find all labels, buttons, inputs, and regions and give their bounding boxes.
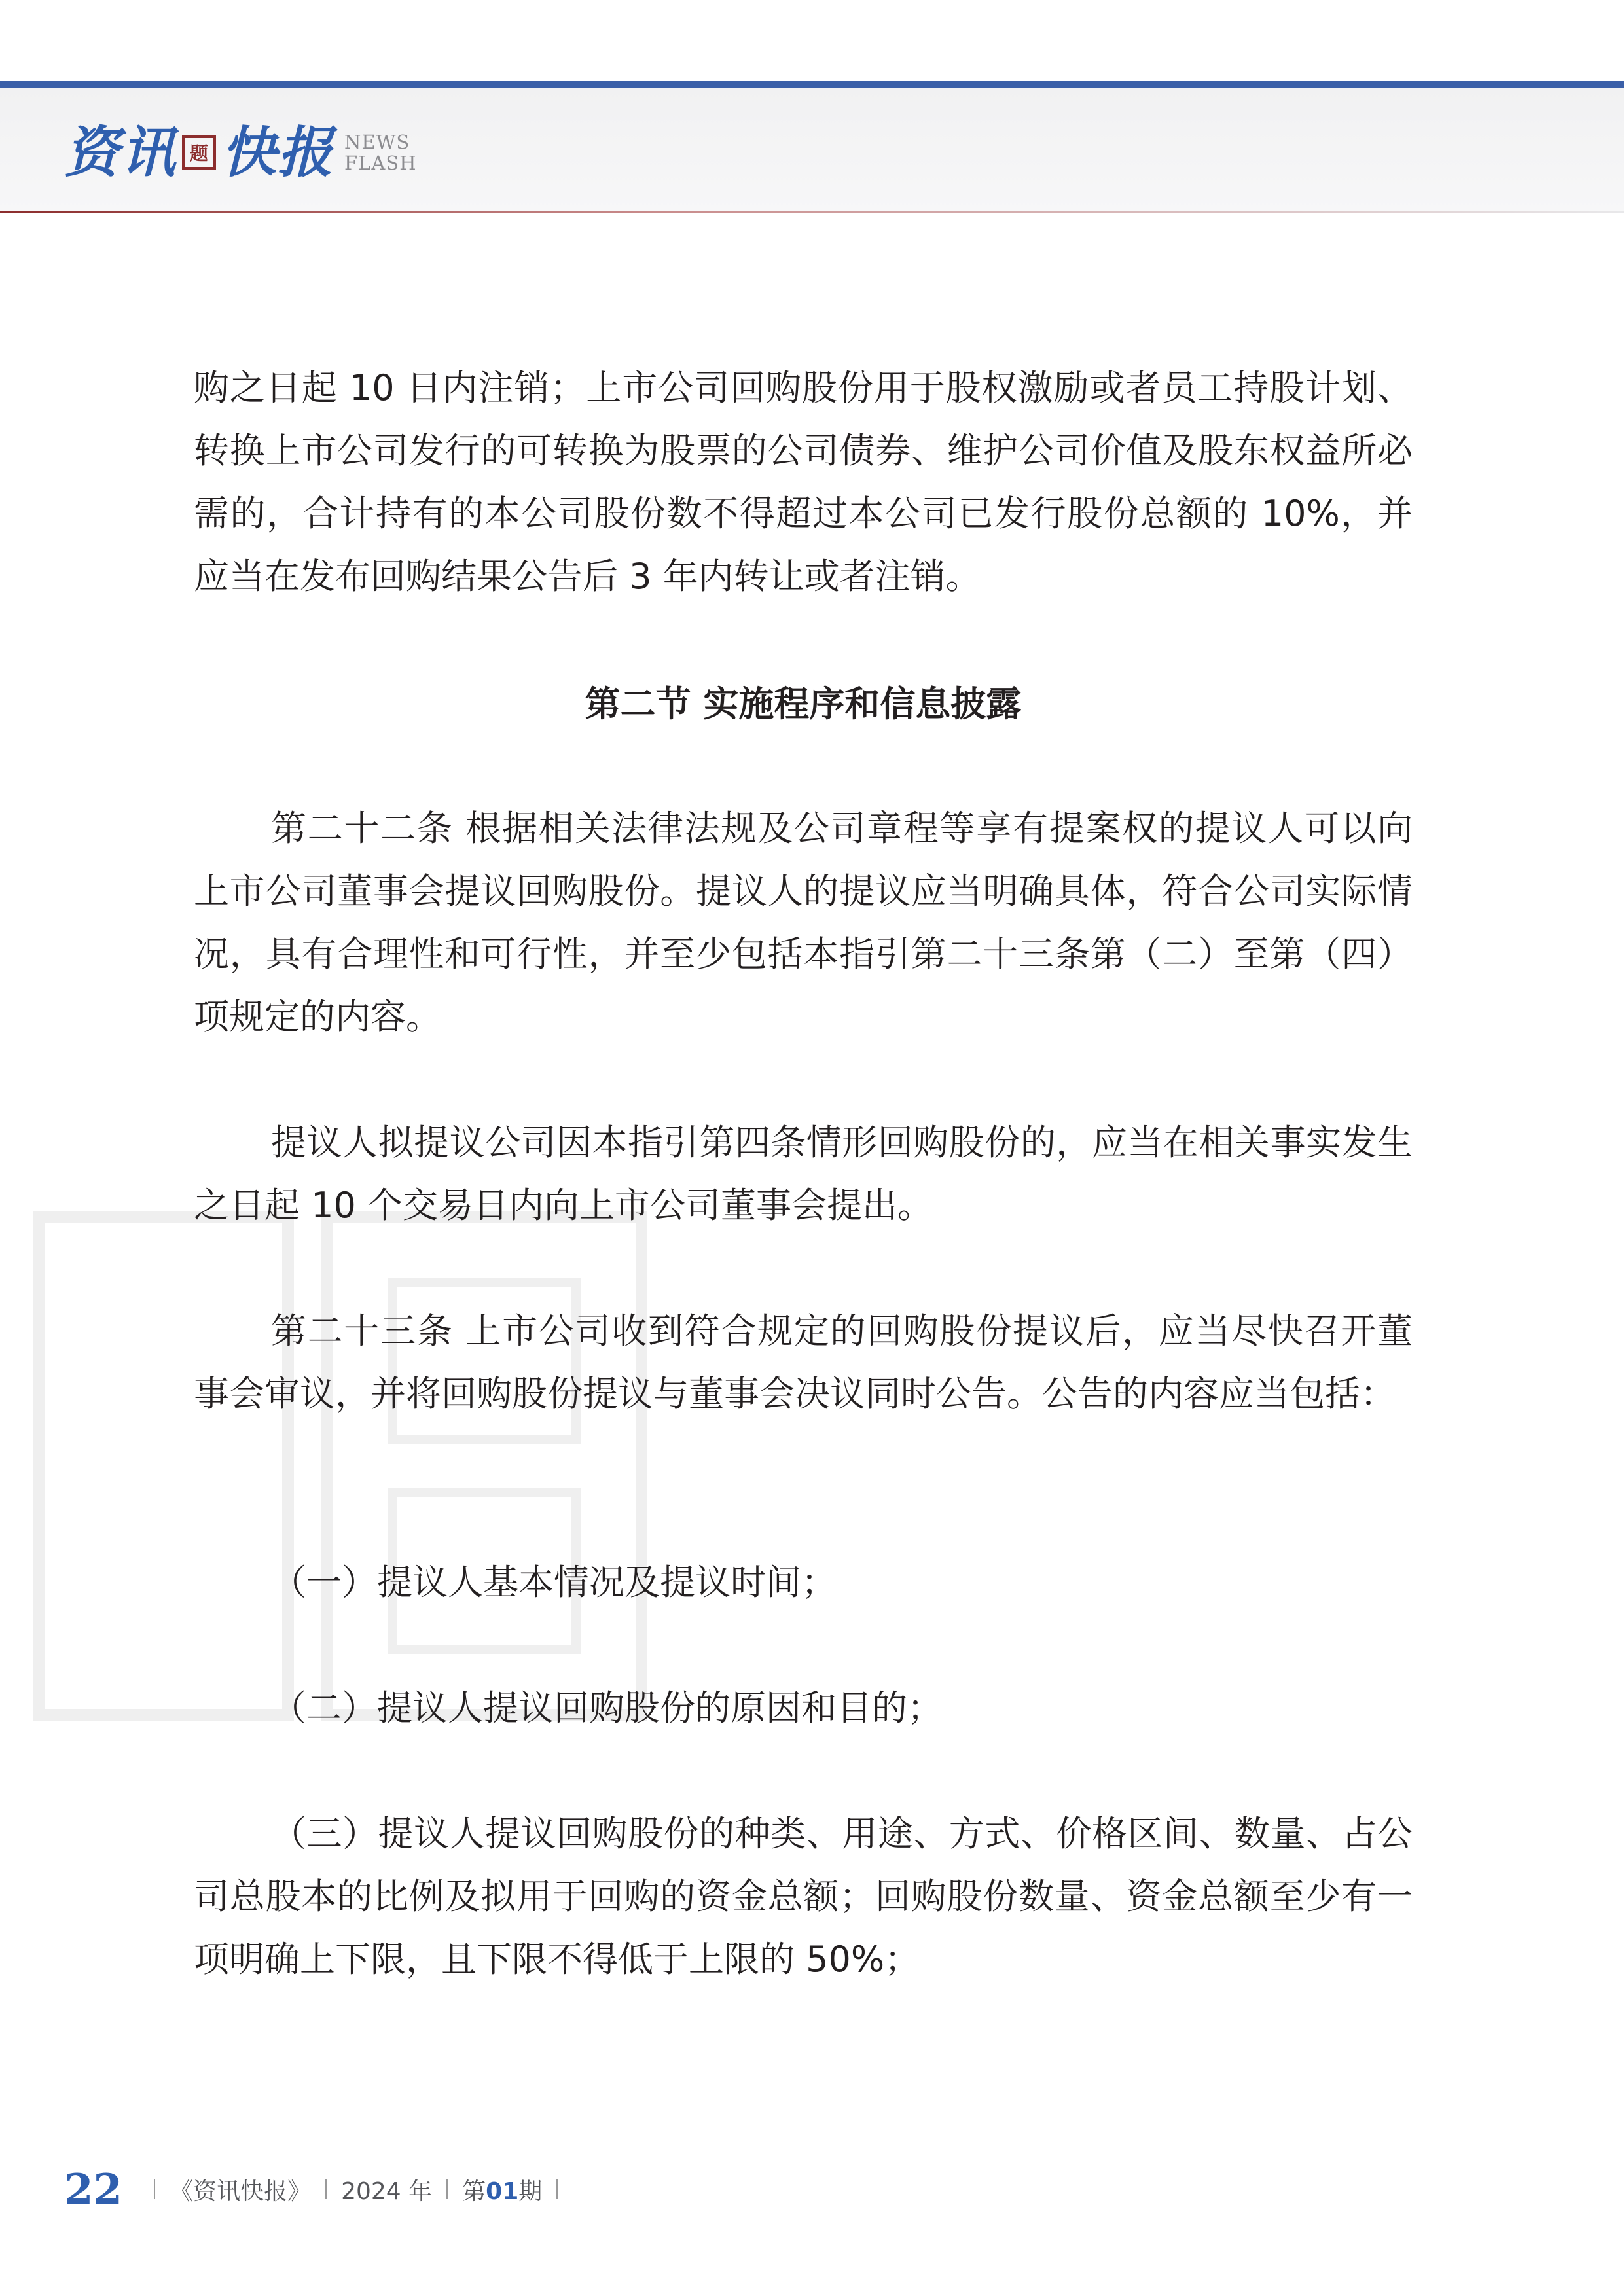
masthead-title-part2: 快报 bbox=[221, 120, 334, 185]
masthead-title-part1: 资讯 bbox=[64, 120, 177, 185]
body-paragraph-4: 第二十三条 上市公司收到符合规定的回购股份提议后，应当尽快召开董事会审议，并将回购股份提议与董事会决议同时公告。公告的内容应当包括： bbox=[194, 1310, 1413, 1414]
body-paragraph-2: 第二十二条 根据相关法律法规及公司章程等享有提案权的提议人可以向上市公司董事会提议回购股份。提议人的提议应当明确具体，符合公司实际情况，具有合理性和可行性，并至少包括本指引第二十三条第（二）至第（四）项规定的内容。 bbox=[194, 808, 1413, 1037]
footer-issue bbox=[462, 2173, 542, 2206]
footer-separator bbox=[154, 2179, 155, 2199]
list-item-1 bbox=[194, 1551, 1413, 1614]
footer-year: 2024 年 bbox=[341, 2178, 433, 2205]
body-paragraph-7: （三）提议人提议回购股份的种类、用途、方式、价格区间、数量、占公司总股本的比例及拟用于回购的资金总额；回购股份数量、资金总额至少有一项明确上下限，且下限不得低于上限的 50%； bbox=[194, 1813, 1413, 1980]
page-number: 22 bbox=[64, 2164, 123, 2214]
section-title: 第二节 实施程序和信息披露 bbox=[585, 683, 1022, 725]
masthead-english-line1: NEWS bbox=[344, 131, 410, 153]
footer-issue-suffix: 期 bbox=[518, 2178, 543, 2205]
paragraph-continuation bbox=[194, 357, 1413, 608]
body-paragraph-6: （二）提议人提议回购股份的原因和目的； bbox=[271, 1687, 943, 1729]
body-paragraph-3: 提议人拟提议公司因本指引第四条情形回购股份的，应当在相关事实发生之日起 10 个交易日内向上市公司董事会提出。 bbox=[194, 1122, 1413, 1226]
footer-issue-prefix: 第 bbox=[462, 2178, 486, 2205]
masthead-seal-icon: 题 bbox=[182, 135, 216, 170]
masthead bbox=[64, 117, 417, 188]
masthead-english-line2: FLASH bbox=[344, 152, 417, 174]
header-top-rule bbox=[0, 81, 1624, 88]
footer-separator bbox=[556, 2179, 558, 2199]
list-item-2 bbox=[194, 1677, 1413, 1740]
body-paragraph-1: 购之日起 10 日内注销；上市公司回购股份用于股权激励或者员工持股计划、转换上市公司发行的可转换为股票的公司债券、维护公司价值及股东权益所必需的，合计持有的本公司股份数不得超过本公司已发行股份总额的 10%，并应当在发布回购结果公告后 3 年内转让或者注销。 bbox=[194, 367, 1413, 597]
body-paragraph-5: （一）提议人基本情况及提议时间； bbox=[271, 1562, 837, 1603]
header-bottom-rule bbox=[0, 211, 1624, 213]
list-item-3 bbox=[194, 1803, 1413, 1991]
article-23-block bbox=[194, 1300, 1413, 1426]
footer-issue-number: 01 bbox=[486, 2178, 519, 2205]
article-22-supplement bbox=[194, 1111, 1413, 1237]
article-22-block bbox=[194, 797, 1413, 1049]
masthead-english bbox=[344, 132, 416, 173]
footer-separator bbox=[446, 2179, 448, 2199]
footer-separator bbox=[325, 2179, 327, 2199]
page-footer bbox=[64, 2160, 572, 2219]
footer-publication: 《资讯快报》 bbox=[170, 2178, 312, 2205]
